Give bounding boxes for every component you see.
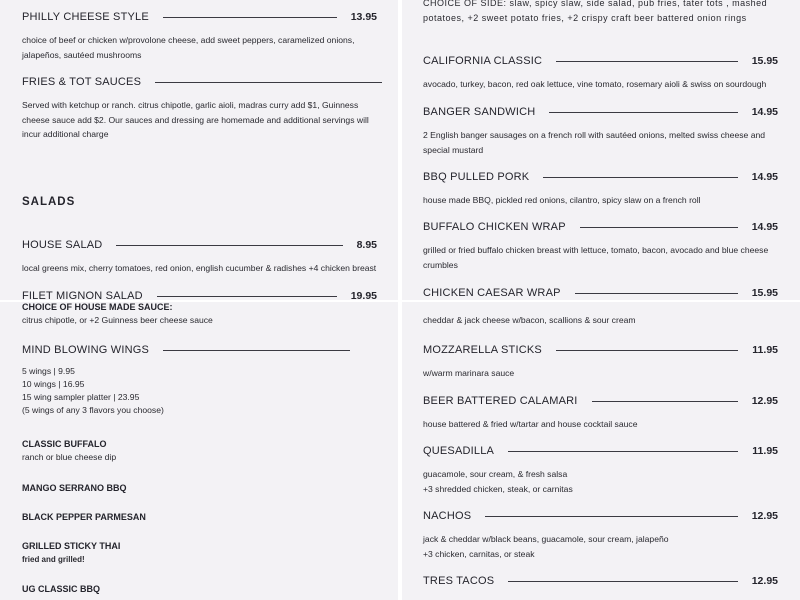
divider [556, 61, 738, 62]
item-description: house made BBQ, pickled red onions, cilantro, spicy slaw on a french roll [423, 195, 701, 205]
item-price: 14.95 [751, 171, 778, 183]
item-description: house battered & fried w/tartar and house cocktail sauce [423, 419, 638, 429]
item-name: HOUSE SALAD [22, 239, 103, 251]
menu-item-philly [22, 11, 377, 62]
item-name: NACHOS [423, 510, 472, 522]
side-choices: CHOICE OF SIDE: slaw, spicy slaw, side salad, pub fries, tater tots , mashed potatoes, +2 sweet potato fries, +2 crispy craft beer battered onion rings [423, 0, 768, 23]
item-price: 11.95 [752, 445, 778, 457]
menu-item-wings [22, 344, 364, 417]
flavor-name: CLASSIC BUFFALO [22, 439, 107, 449]
item-name: BUFFALO CHICKEN WRAP [423, 221, 566, 233]
divider [485, 516, 737, 517]
menu-item-quesadilla [423, 445, 778, 496]
sauce-choice [22, 302, 382, 327]
item-name: MIND BLOWING WINGS [22, 344, 150, 356]
flavor-black-pepper: BLACK PEPPER PARMESAN [22, 512, 146, 522]
wing-price-line: 10 wings | 16.95 [22, 379, 85, 389]
item-name: FRIES & TOT SAUCES [22, 76, 142, 88]
item-description: jack & cheddar w/black beans, guacamole, sour cream, jalapeño [423, 534, 669, 544]
item-price: 13.95 [350, 11, 377, 23]
item-name: BBQ PULLED PORK [423, 171, 530, 183]
divider [163, 350, 350, 351]
wing-note: (5 wings of any 3 flavors you choose) [22, 405, 164, 415]
item-name: TRES TACOS [423, 575, 495, 587]
item-name: CALIFORNIA CLASSIC [423, 55, 543, 67]
item-price: 14.95 [751, 106, 778, 118]
item-price: 14.95 [751, 221, 778, 233]
menu-page-bottom-right [402, 302, 800, 600]
sauce-options: citrus chipotle, or +2 Guinness beer cheese sauce [22, 315, 213, 325]
item-description: w/warm marinara sauce [423, 368, 515, 378]
item-name: FILET MIGNON SALAD [22, 290, 143, 300]
item-name: MOZZARELLA STICKS [423, 344, 542, 356]
potato-skins-description: cheddar & jack cheese w/bacon, scallions & sour cream [423, 315, 636, 325]
divider [543, 177, 737, 178]
flavor-classic-buffalo [22, 439, 116, 464]
menu-item-filet [22, 290, 377, 300]
wing-prices [22, 365, 364, 417]
item-price: 19.95 [350, 290, 377, 300]
divider [157, 296, 337, 297]
item-description: guacamole, sour cream, & fresh salsa [423, 469, 568, 479]
sauce-label: CHOICE OF HOUSE MADE SAUCE: [22, 302, 173, 312]
menu-item-calamari [423, 395, 778, 432]
item-description: avocado, turkey, bacon, red oak lettuce, vine tomato, rosemary aioli & swiss on sourdough [423, 79, 767, 89]
menu-item-caesar-wrap [423, 287, 778, 299]
item-price: 15.95 [751, 55, 778, 67]
menu-page-top-left [0, 0, 398, 300]
flavor-mango-serrano: MANGO SERRANO BBQ [22, 483, 127, 493]
item-name: QUESADILLA [423, 445, 495, 457]
menu-page-bottom-left [0, 302, 398, 600]
item-name: BEER BATTERED CALAMARI [423, 395, 578, 407]
item-price: 15.95 [751, 287, 778, 299]
item-name: CHICKEN CAESAR WRAP [423, 287, 561, 299]
menu-item-house-salad [22, 239, 377, 276]
menu-item-bbq-pork [423, 171, 778, 208]
divider [549, 112, 737, 113]
menu-item-california [423, 55, 778, 92]
item-addon: +3 shredded chicken, steak, or carnitas [423, 483, 573, 494]
item-description: Served with ketchup or ranch. citrus chipotle, garlic aioli, madras curry add $1, Guinness cheese sauce add $2. Our sauces and dressing are homemade and additional servings will incur additional charge [22, 100, 369, 139]
menu-item-mozzarella [423, 344, 778, 381]
divider [508, 581, 737, 582]
flavor-ug-classic-bbq: UG CLASSIC BBQ [22, 584, 101, 594]
item-description: grilled or fried buffalo chicken breast with lettuce, tomato, bacon, avocado and blue cheese crumbles [423, 245, 769, 270]
item-price: 12.95 [751, 395, 778, 407]
item-name: BANGER SANDWICH [423, 106, 536, 118]
menu-item-nachos [423, 510, 778, 561]
item-description: 2 English banger sausages on a french roll with sautéed onions, melted swiss cheese and special mustard [423, 130, 766, 155]
flavor-description: ranch or blue cheese dip [22, 452, 117, 462]
item-price: 11.95 [752, 344, 778, 356]
menu-page-top-right [402, 0, 800, 300]
divider [592, 401, 738, 402]
section-heading-salads: SALADS [22, 196, 76, 208]
divider [575, 293, 738, 294]
flavor-sticky-thai [22, 541, 120, 566]
menu-item-fries [22, 76, 377, 142]
menu-item-tres-tacos [423, 575, 778, 587]
divider [508, 451, 738, 452]
menu-item-banger [423, 106, 778, 157]
item-addon: +3 chicken, carnitas, or steak [423, 548, 535, 559]
divider [155, 82, 382, 83]
divider [116, 245, 342, 246]
wing-price-line: 5 wings | 9.95 [22, 366, 75, 376]
item-price: 12.95 [751, 575, 778, 587]
divider [580, 227, 738, 228]
item-price: 8.95 [356, 239, 377, 251]
divider [556, 350, 738, 351]
item-description: local greens mix, cherry tomatoes, red onion, english cucumber & radishes +4 chicken breast [22, 263, 377, 273]
wing-price-line: 15 wing sampler platter | 23.95 [22, 392, 140, 402]
menu-item-buffalo-wrap [423, 221, 778, 272]
flavor-name: GRILLED STICKY THAI [22, 541, 121, 551]
divider [163, 17, 337, 18]
item-price: 12.95 [751, 510, 778, 522]
item-description: choice of beef or chicken w/provolone cheese, add sweet peppers, caramelized onions, jalapeños, sautéed mushrooms [22, 35, 355, 60]
item-name: PHILLY CHEESE STYLE [22, 11, 149, 23]
flavor-description: fried and grilled! [22, 555, 85, 564]
